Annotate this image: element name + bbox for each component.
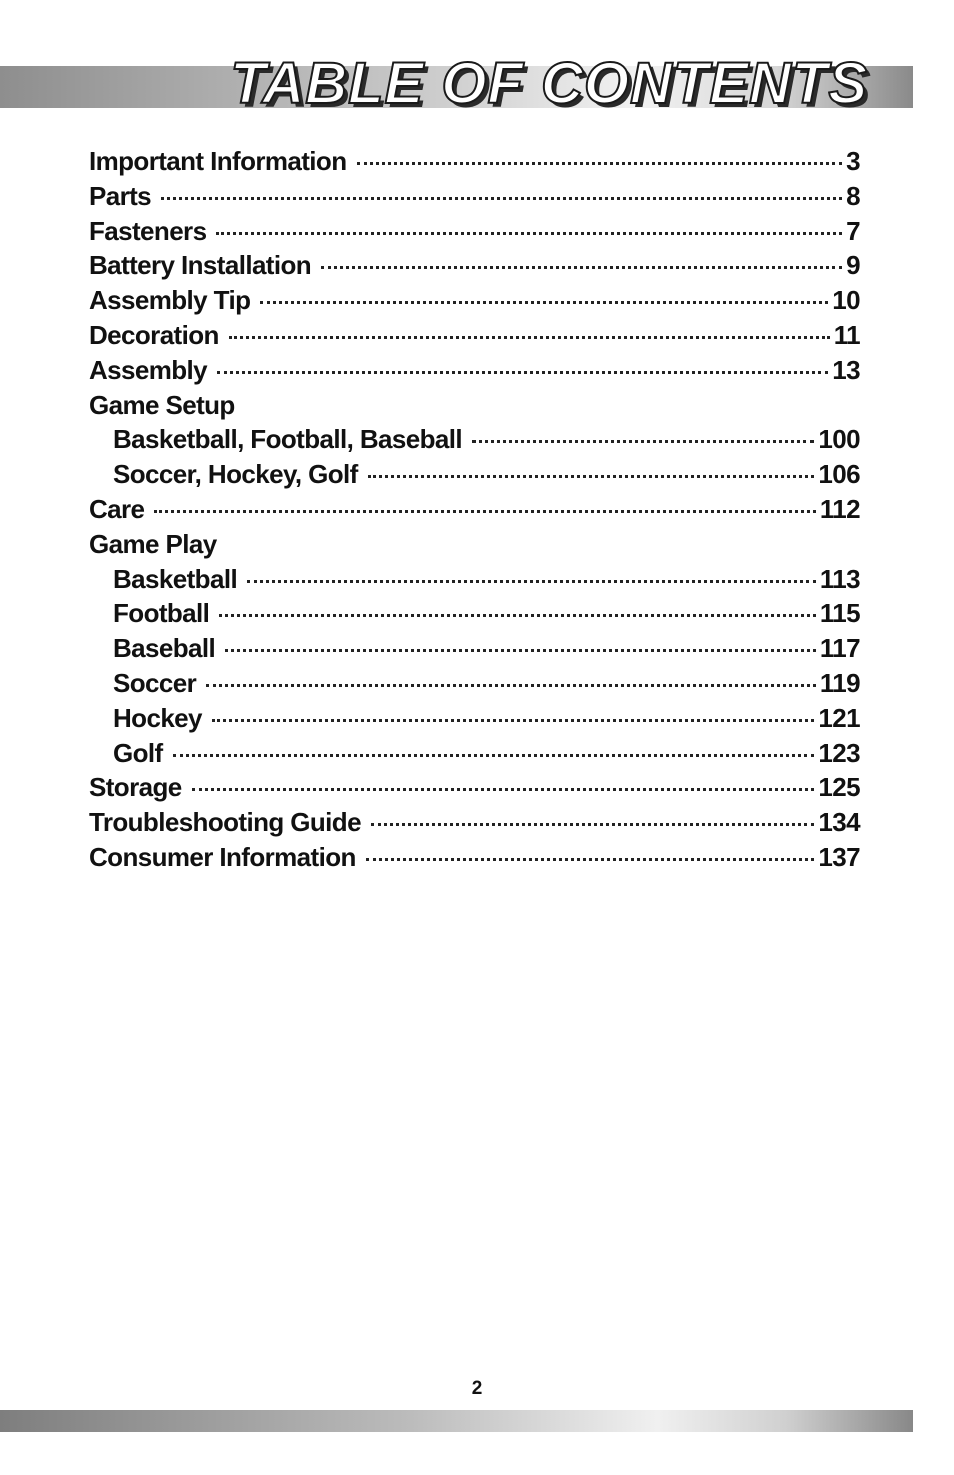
toc-section-heading <box>89 529 860 564</box>
toc-entry <box>89 494 860 529</box>
toc-entry-label: Care <box>89 493 145 524</box>
toc-entry-page: 125 <box>818 772 860 803</box>
toc-entry-label: Golf <box>113 737 163 768</box>
toc-entry-page: 9 <box>846 250 860 281</box>
toc-entry <box>89 320 860 355</box>
toc-entry-page: 113 <box>819 563 860 594</box>
dot-leader <box>192 788 815 791</box>
toc-entry-page: 115 <box>819 598 860 629</box>
page-title: TABLE OF CONTENTS <box>230 51 868 116</box>
toc-entry-label: Consumer Information <box>89 841 356 872</box>
toc-entry <box>89 807 860 842</box>
dot-leader <box>173 754 815 757</box>
toc-entry-label: Soccer <box>113 667 197 698</box>
dot-leader <box>217 371 828 374</box>
toc-entry <box>89 459 860 494</box>
toc-entry-label: Assembly Tip <box>89 285 251 316</box>
table-of-contents <box>89 146 860 877</box>
dot-leader <box>225 649 816 652</box>
dot-leader <box>219 614 816 617</box>
dot-leader <box>206 684 816 687</box>
toc-entry <box>89 633 860 668</box>
dot-leader <box>357 162 843 165</box>
toc-entry-page: 13 <box>832 354 860 385</box>
toc-entry-page: 123 <box>818 737 860 768</box>
toc-entry <box>89 668 860 703</box>
toc-entry-page: 100 <box>818 424 860 455</box>
dot-leader <box>154 510 815 513</box>
toc-entry-label: Basketball, Football, Baseball <box>113 424 462 455</box>
dot-leader <box>161 197 842 200</box>
toc-entry-label: Storage <box>89 772 182 803</box>
toc-entry-label: Fasteners <box>89 215 207 246</box>
toc-entry <box>89 738 860 773</box>
dot-leader <box>368 475 815 478</box>
toc-entry-page: 10 <box>832 285 860 316</box>
toc-entry <box>89 355 860 390</box>
toc-entry-label: Football <box>113 598 210 629</box>
page-number: 2 <box>471 1378 483 1399</box>
toc-entry-label: Basketball <box>113 563 238 594</box>
toc-entry-page: 134 <box>818 807 860 838</box>
toc-entry <box>89 703 860 738</box>
footer-bar <box>0 1410 913 1432</box>
toc-entry-page: 119 <box>819 667 860 698</box>
toc-entry-label: Parts <box>89 180 152 211</box>
toc-entry-page: 7 <box>846 215 860 246</box>
toc-entry-label: Important Information <box>89 146 347 176</box>
toc-entry <box>89 216 860 251</box>
toc-entry-page: 121 <box>818 702 860 733</box>
toc-entry-page: 3 <box>846 146 860 176</box>
toc-entry <box>89 146 860 181</box>
dot-leader <box>472 440 814 443</box>
dot-leader <box>212 719 815 722</box>
toc-entry-page: 8 <box>846 180 860 211</box>
toc-entry-page: 117 <box>819 633 860 664</box>
toc-entry-label: Hockey <box>113 702 202 733</box>
toc-entry <box>89 842 860 877</box>
toc-entry <box>89 285 860 320</box>
toc-entry-label: Baseball <box>113 633 216 664</box>
toc-entry-label: Decoration <box>89 319 219 350</box>
toc-entry <box>89 250 860 285</box>
toc-entry-label: Game Setup <box>89 389 235 420</box>
dot-leader <box>371 823 814 826</box>
toc-entry <box>89 564 860 599</box>
toc-entry-page: 106 <box>818 459 860 490</box>
toc-entry <box>89 181 860 216</box>
toc-entry <box>89 598 860 633</box>
dot-leader <box>260 301 828 304</box>
toc-entry-label: Battery Installation <box>89 250 312 281</box>
toc-section-heading <box>89 390 860 425</box>
dot-leader <box>366 858 815 861</box>
dot-leader <box>229 336 830 339</box>
dot-leader <box>216 232 842 235</box>
toc-entry-page: 11 <box>833 319 860 350</box>
toc-entry <box>89 424 860 459</box>
toc-entry-label: Troubleshooting Guide <box>89 807 361 838</box>
toc-entry-page: 112 <box>819 493 860 524</box>
toc-entry-label: Assembly <box>89 354 208 385</box>
toc-entry-page: 137 <box>818 841 860 872</box>
toc-entry <box>89 772 860 807</box>
dot-leader <box>321 266 842 269</box>
toc-entry-label: Soccer, Hockey, Golf <box>113 459 358 490</box>
dot-leader <box>247 580 816 583</box>
toc-entry-label: Game Play <box>89 528 217 559</box>
